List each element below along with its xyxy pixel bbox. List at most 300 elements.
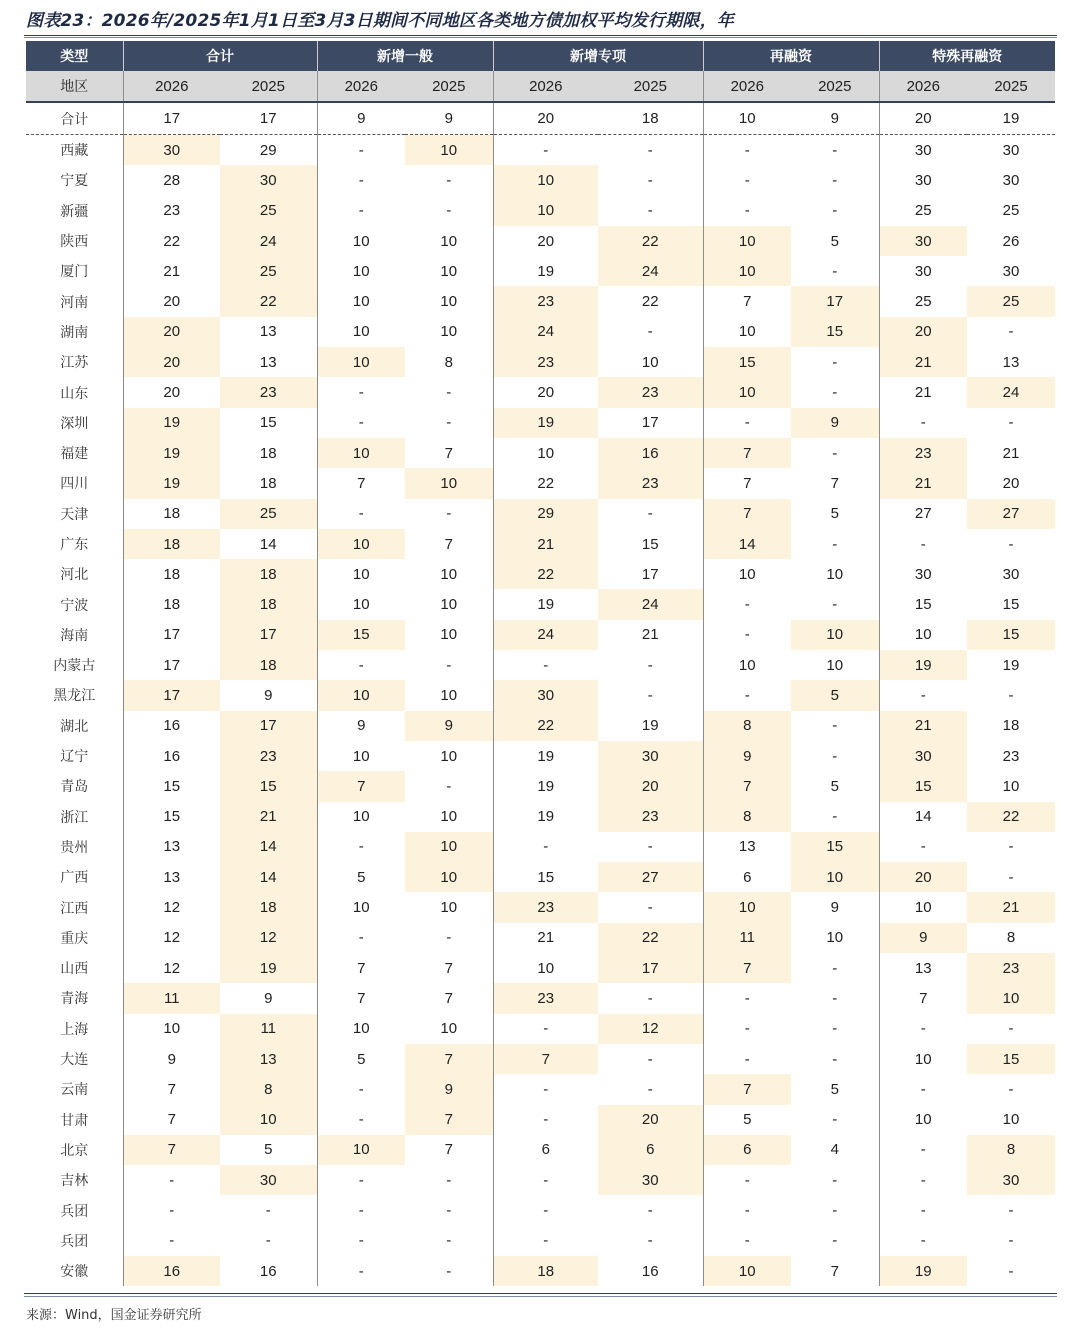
value-cell: 23 — [493, 347, 598, 377]
value-cell: 8 — [405, 347, 493, 377]
value-cell: 15 — [598, 529, 703, 559]
value-cell: - — [358, 838, 364, 856]
value-cell: 19 — [537, 808, 555, 826]
value-cell: 29 — [220, 135, 317, 166]
value-cell: 16 — [163, 747, 181, 765]
year-header: 2026 — [879, 71, 967, 102]
value-cell: 22 — [598, 226, 703, 256]
value-cell: - — [405, 1165, 493, 1195]
value-cell: 19 — [123, 438, 220, 468]
value-cell: 24 — [493, 317, 598, 347]
value-cell: 10 — [352, 232, 370, 250]
value-cell: 23 — [1002, 747, 1020, 765]
value-cell: - — [744, 141, 750, 159]
value-cell: 7 — [167, 1080, 176, 1098]
value-cell: - — [1008, 1202, 1014, 1220]
region-cell: 山西 — [26, 953, 123, 983]
table-row — [26, 1105, 1055, 1135]
value-cell: 9 — [167, 1050, 176, 1068]
value-cell: 10 — [914, 1050, 932, 1068]
value-cell: 7 — [703, 1074, 791, 1104]
value-cell: 10 — [352, 899, 370, 917]
region-cell: 湖北 — [26, 711, 123, 741]
value-cell: 10 — [703, 256, 791, 286]
value-cell: 10 — [352, 293, 370, 311]
value-cell: 15 — [163, 808, 181, 826]
value-cell: 13 — [220, 1044, 317, 1074]
value-cell: 30 — [1002, 262, 1020, 280]
value-cell: 12 — [220, 923, 317, 953]
value-cell: 23 — [967, 953, 1055, 983]
value-cell: 9 — [405, 1074, 493, 1104]
value-cell: 7 — [405, 953, 493, 983]
table-row — [26, 589, 1055, 619]
table-row — [26, 771, 1055, 801]
value-cell: 27 — [914, 505, 932, 523]
type-header: 类型 — [26, 41, 123, 71]
value-cell: 17 — [123, 102, 220, 135]
value-cell: 22 — [493, 711, 598, 741]
value-cell: 10 — [791, 650, 879, 680]
table-row — [26, 1195, 1055, 1225]
value-cell: 12 — [163, 959, 181, 977]
value-cell: 24 — [598, 589, 703, 619]
table-row — [26, 377, 1055, 407]
region-cell: 兵团 — [26, 1226, 123, 1256]
value-cell: 15 — [163, 777, 181, 795]
value-cell: 10 — [405, 862, 493, 892]
group-header-new-special: 新增专项 — [493, 41, 703, 71]
region-cell: 广东 — [26, 529, 123, 559]
value-cell: 7 — [493, 1044, 598, 1074]
value-cell: 10 — [703, 377, 791, 407]
value-cell: - — [744, 202, 750, 220]
value-cell: 20 — [1002, 474, 1020, 492]
value-cell: 30 — [879, 226, 967, 256]
value-cell: - — [358, 414, 364, 432]
value-cell: - — [791, 377, 879, 407]
value-cell: - — [405, 196, 493, 226]
value-cell: - — [358, 1232, 364, 1250]
value-cell: - — [598, 832, 703, 862]
value-cell: 18 — [1002, 717, 1020, 735]
value-cell: 10 — [738, 323, 756, 341]
value-cell: 19 — [493, 408, 598, 438]
value-cell: 6 — [541, 1141, 550, 1159]
value-cell: 10 — [914, 899, 932, 917]
value-cell: 9 — [703, 741, 791, 771]
value-cell: 5 — [791, 1074, 879, 1104]
value-cell: 21 — [220, 802, 317, 832]
region-cell: 贵州 — [26, 832, 123, 862]
value-cell: 15 — [879, 771, 967, 801]
value-cell: 18 — [220, 650, 317, 680]
table-row — [26, 408, 1055, 438]
table-row — [26, 1165, 1055, 1195]
value-cell: 10 — [352, 808, 370, 826]
table-row — [26, 529, 1055, 559]
value-cell: 13 — [220, 317, 317, 347]
table-row — [26, 196, 1055, 226]
value-cell: 7 — [357, 474, 366, 492]
value-cell: 23 — [220, 741, 317, 771]
value-cell: 21 — [1002, 444, 1020, 462]
value-cell: - — [920, 686, 926, 704]
value-cell: 10 — [405, 135, 493, 166]
value-cell: 10 — [405, 317, 493, 347]
value-cell: 21 — [879, 347, 967, 377]
value-cell: - — [169, 1171, 175, 1189]
table-row — [26, 286, 1055, 316]
value-cell: 17 — [163, 626, 181, 644]
value-cell: 30 — [493, 680, 598, 710]
value-cell: 21 — [967, 892, 1055, 922]
region-cell: 云南 — [26, 1074, 123, 1104]
value-cell: 27 — [967, 499, 1055, 529]
region-cell: 西藏 — [26, 135, 123, 166]
table-row — [26, 741, 1055, 771]
year-header: 2026 — [317, 71, 405, 102]
value-cell: 6 — [703, 1135, 791, 1165]
year-header: 2026 — [493, 71, 598, 102]
table-row — [26, 802, 1055, 832]
value-cell: 5 — [743, 1111, 752, 1129]
region-cell: 河南 — [26, 286, 123, 316]
value-cell: 23 — [163, 202, 181, 220]
region-cell: 黑龙江 — [26, 680, 123, 710]
region-cell: 天津 — [26, 499, 123, 529]
region-cell: 大连 — [26, 1044, 123, 1074]
value-cell: 9 — [791, 102, 879, 135]
group-header-total: 合计 — [123, 41, 317, 71]
value-cell: 7 — [405, 1135, 493, 1165]
year-header: 2025 — [405, 71, 493, 102]
value-cell: 5 — [791, 771, 879, 801]
value-cell: 8 — [967, 1135, 1055, 1165]
value-cell: - — [1008, 1080, 1014, 1098]
region-cell: 吉林 — [26, 1165, 123, 1195]
value-cell: 10 — [405, 256, 493, 286]
value-cell: - — [744, 626, 750, 644]
value-cell: - — [744, 989, 750, 1007]
value-cell: 30 — [967, 1165, 1055, 1195]
value-cell: - — [358, 1171, 364, 1189]
value-cell: 17 — [598, 559, 703, 589]
value-cell: 7 — [317, 771, 405, 801]
value-cell: 7 — [167, 1111, 176, 1129]
value-cell: 14 — [914, 808, 932, 826]
value-cell: - — [358, 1202, 364, 1220]
value-cell: 12 — [163, 899, 181, 917]
value-cell: 10 — [352, 262, 370, 280]
value-cell: 7 — [123, 1135, 220, 1165]
title-divider-thin — [24, 37, 1057, 38]
value-cell: 10 — [493, 165, 598, 195]
value-cell: - — [358, 1111, 364, 1129]
region-cell: 山东 — [26, 377, 123, 407]
value-cell: - — [1008, 414, 1014, 432]
value-cell: 10 — [1002, 777, 1020, 795]
value-cell: - — [543, 1111, 549, 1129]
value-cell: - — [920, 535, 926, 553]
value-cell: 20 — [123, 317, 220, 347]
value-cell: 18 — [163, 505, 181, 523]
value-cell: 16 — [163, 717, 181, 735]
table-row — [26, 711, 1055, 741]
value-cell: 28 — [163, 171, 181, 189]
value-cell: - — [598, 499, 703, 529]
value-cell: 10 — [317, 1135, 405, 1165]
value-cell: 10 — [791, 862, 879, 892]
table-row — [26, 1256, 1055, 1286]
value-cell: 25 — [967, 286, 1055, 316]
value-cell: 10 — [405, 468, 493, 498]
value-cell: 10 — [703, 1256, 791, 1286]
value-cell: - — [405, 165, 493, 195]
region-cell: 福建 — [26, 438, 123, 468]
value-cell: 7 — [743, 474, 752, 492]
region-cell: 海南 — [26, 620, 123, 650]
value-cell: 10 — [352, 323, 370, 341]
value-cell: 16 — [598, 438, 703, 468]
value-cell: 10 — [493, 196, 598, 226]
value-cell: 17 — [598, 408, 703, 438]
region-cell: 江苏 — [26, 347, 123, 377]
value-cell: 18 — [123, 529, 220, 559]
value-cell: 30 — [1002, 565, 1020, 583]
value-cell: 22 — [598, 286, 703, 316]
value-cell: 20 — [163, 384, 181, 402]
value-cell: 23 — [493, 983, 598, 1013]
value-cell: - — [1008, 535, 1014, 553]
year-header: 2025 — [220, 71, 317, 102]
value-cell: - — [405, 923, 493, 953]
value-cell: 18 — [220, 438, 317, 468]
value-cell: - — [405, 1195, 493, 1225]
value-cell: 7 — [357, 989, 366, 1007]
value-cell: 10 — [791, 620, 879, 650]
table-body — [26, 102, 1055, 1286]
value-cell: 5 — [357, 1050, 366, 1068]
value-cell: 30 — [1002, 171, 1020, 189]
value-cell: 15 — [703, 347, 791, 377]
value-cell: - — [598, 892, 703, 922]
value-cell: 17 — [163, 656, 181, 674]
value-cell: 13 — [914, 959, 932, 977]
value-cell: 17 — [220, 620, 317, 650]
value-cell: - — [405, 408, 493, 438]
value-cell: - — [791, 196, 879, 226]
value-cell: - — [358, 141, 364, 159]
value-cell: 10 — [352, 596, 370, 614]
value-cell: - — [791, 711, 879, 741]
value-cell: 8 — [703, 802, 791, 832]
value-cell: 10 — [914, 1111, 932, 1129]
value-cell: 29 — [493, 499, 598, 529]
value-cell: - — [744, 1171, 750, 1189]
value-cell: - — [920, 1141, 926, 1159]
value-cell: 17 — [220, 102, 317, 135]
value-cell: - — [405, 650, 493, 680]
region-cell: 宁夏 — [26, 165, 123, 195]
table-row — [26, 317, 1055, 347]
year-header: 2026 — [123, 71, 220, 102]
region-cell: 北京 — [26, 1135, 123, 1165]
value-cell: 11 — [123, 983, 220, 1013]
value-cell: - — [358, 171, 364, 189]
table-row — [26, 862, 1055, 892]
value-cell: 10 — [317, 347, 405, 377]
value-cell: 30 — [914, 171, 932, 189]
value-cell: 25 — [220, 196, 317, 226]
value-cell: - — [543, 1232, 549, 1250]
value-cell: 24 — [493, 620, 598, 650]
value-cell: - — [1008, 1232, 1014, 1250]
value-cell: 10 — [220, 1105, 317, 1135]
value-cell: 19 — [967, 102, 1055, 135]
region-header: 地区 — [26, 71, 123, 102]
table-row — [26, 559, 1055, 589]
figure-title: 图表23：2026年/2025年1月1日至3月3日期间不同地区各类地方债加权平均发行期限，年 — [26, 11, 735, 31]
value-cell: 10 — [317, 438, 405, 468]
value-cell: - — [405, 1256, 493, 1286]
region-cell: 内蒙古 — [26, 650, 123, 680]
value-cell: - — [791, 438, 879, 468]
table-row — [26, 347, 1055, 377]
value-cell: - — [598, 650, 703, 680]
value-cell: 5 — [220, 1135, 317, 1165]
value-cell: 9 — [357, 717, 366, 735]
value-cell: 20 — [879, 862, 967, 892]
value-cell: 21 — [537, 929, 555, 947]
value-cell: 30 — [598, 741, 703, 771]
value-cell: 7 — [405, 529, 493, 559]
value-cell: - — [405, 1226, 493, 1256]
value-cell: 13 — [738, 838, 756, 856]
value-cell: 9 — [791, 892, 879, 922]
table-row — [26, 1226, 1055, 1256]
value-cell: 25 — [220, 256, 317, 286]
value-cell: 11 — [220, 1014, 317, 1044]
value-cell: 14 — [220, 529, 317, 559]
value-cell: 15 — [317, 620, 405, 650]
value-cell: 18 — [163, 596, 181, 614]
total-row — [26, 102, 1055, 135]
value-cell: - — [358, 929, 364, 947]
value-cell: 25 — [1002, 202, 1020, 220]
value-cell: 7 — [405, 1044, 493, 1074]
region-cell: 上海 — [26, 1014, 123, 1044]
value-cell: 15 — [220, 408, 317, 438]
region-cell: 厦门 — [26, 256, 123, 286]
value-cell: 21 — [493, 529, 598, 559]
value-cell: 30 — [220, 1165, 317, 1195]
value-cell: 19 — [1002, 656, 1020, 674]
value-cell: 10 — [738, 565, 756, 583]
group-header-new-general: 新增一般 — [317, 41, 493, 71]
value-cell: 22 — [220, 286, 317, 316]
value-cell: 19 — [879, 1256, 967, 1286]
value-cell: 7 — [703, 438, 791, 468]
value-cell: - — [744, 414, 750, 432]
bottom-divider — [24, 1293, 1057, 1294]
header-row-years — [26, 71, 1055, 102]
source-note: 来源：Wind，国金证券研究所 — [26, 1308, 202, 1323]
value-cell: 7 — [919, 989, 928, 1007]
table-row — [26, 953, 1055, 983]
value-cell: 10 — [405, 286, 493, 316]
value-cell: - — [744, 686, 750, 704]
value-cell: - — [791, 1195, 879, 1225]
value-cell: - — [405, 771, 493, 801]
value-cell: 20 — [123, 347, 220, 377]
value-cell: 18 — [220, 892, 317, 922]
value-cell: 20 — [163, 293, 181, 311]
value-cell: 23 — [493, 286, 598, 316]
value-cell: 20 — [879, 317, 967, 347]
value-cell: 19 — [537, 777, 555, 795]
value-cell: 23 — [879, 438, 967, 468]
value-cell: 21 — [879, 711, 967, 741]
value-cell: 15 — [914, 596, 932, 614]
value-cell: 30 — [598, 1165, 703, 1195]
value-cell: 14 — [220, 832, 317, 862]
value-cell: 15 — [791, 317, 879, 347]
issuance-term-table — [26, 41, 1055, 1286]
value-cell: 10 — [537, 959, 555, 977]
region-cell: 河北 — [26, 559, 123, 589]
region-cell: 江西 — [26, 892, 123, 922]
value-cell: 19 — [220, 953, 317, 983]
value-cell: 25 — [914, 293, 932, 311]
region-cell: 深圳 — [26, 408, 123, 438]
value-cell: - — [1008, 686, 1014, 704]
region-cell: 青海 — [26, 983, 123, 1013]
value-cell: 18 — [220, 589, 317, 619]
region-cell: 宁波 — [26, 589, 123, 619]
value-cell: - — [598, 317, 703, 347]
value-cell: 18 — [220, 468, 317, 498]
value-cell: 10 — [598, 347, 703, 377]
value-cell: 21 — [598, 620, 703, 650]
value-cell: 30 — [914, 262, 932, 280]
region-cell: 兵团 — [26, 1195, 123, 1225]
value-cell: 22 — [598, 923, 703, 953]
value-cell: 9 — [405, 711, 493, 741]
value-cell: - — [543, 141, 549, 159]
value-cell: 7 — [791, 1256, 879, 1286]
value-cell: - — [791, 741, 879, 771]
value-cell: 20 — [537, 232, 555, 250]
value-cell: 17 — [123, 680, 220, 710]
group-header-refinancing: 再融资 — [703, 41, 879, 71]
value-cell: 20 — [493, 102, 598, 135]
value-cell: - — [744, 1020, 750, 1038]
value-cell: - — [791, 135, 879, 166]
year-header: 2025 — [791, 71, 879, 102]
value-cell: - — [791, 1165, 879, 1195]
value-cell: - — [543, 1020, 549, 1038]
value-cell: - — [543, 1080, 549, 1098]
value-cell: 9 — [879, 923, 967, 953]
value-cell: - — [920, 1080, 926, 1098]
value-cell: 7 — [405, 983, 493, 1013]
value-cell: 18 — [220, 559, 317, 589]
value-cell: 10 — [703, 892, 791, 922]
table-row — [26, 923, 1055, 953]
value-cell: - — [791, 256, 879, 286]
value-cell: - — [791, 1044, 879, 1074]
